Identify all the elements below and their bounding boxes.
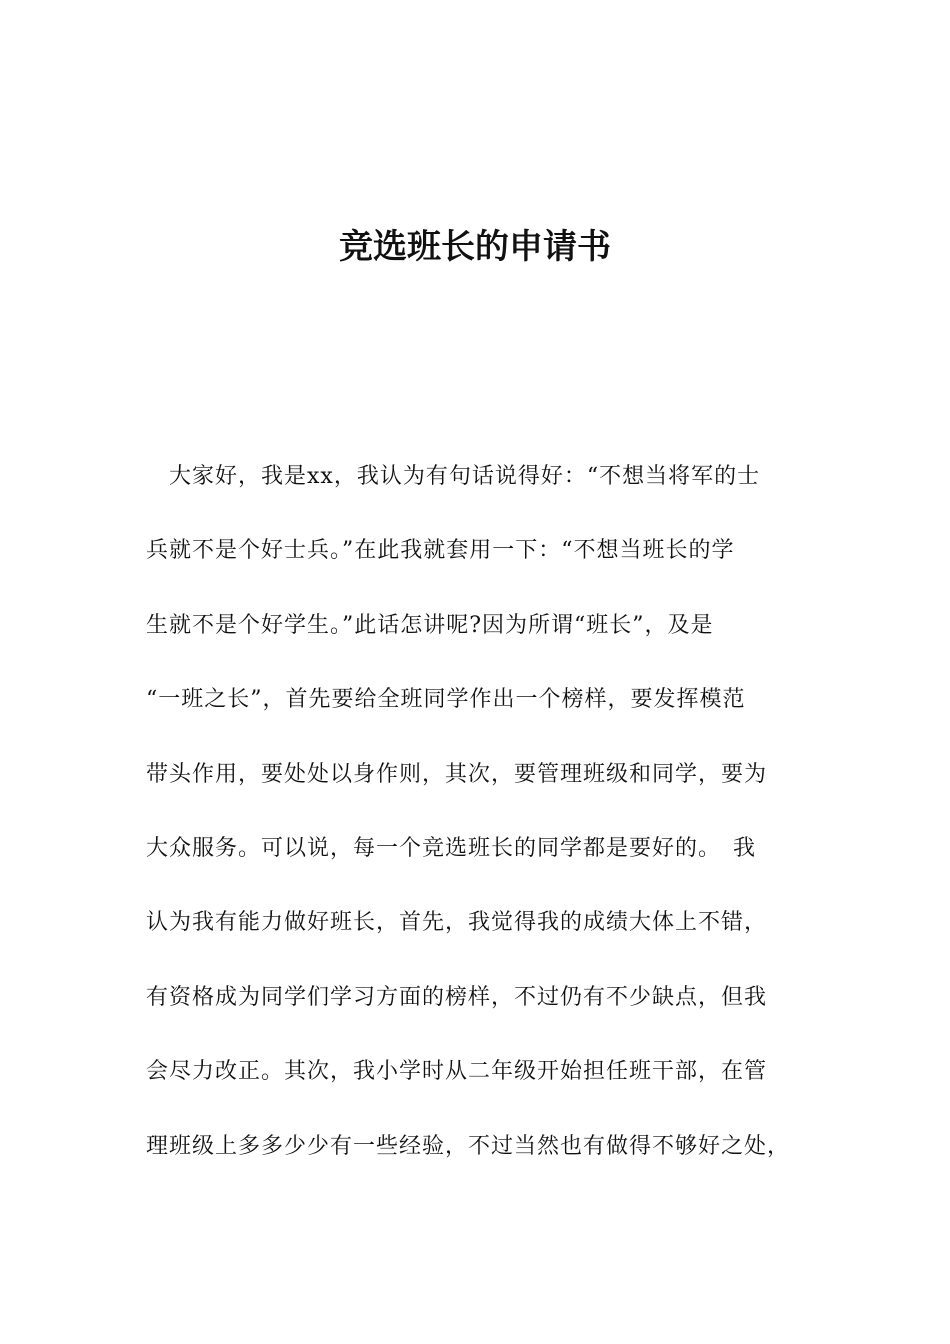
body-line-6: 大众服务。可以说，每一个竞选班长的同学都是要好的。 我 — [146, 835, 757, 861]
body-line-3: 生就不是个好学生。”此话怎讲呢?因为所谓“班长”，及是 — [146, 612, 714, 638]
body-line-8: 有资格成为同学们学习方面的榜样，不过仍有不少缺点，但我 — [146, 984, 768, 1010]
document-body — [146, 453, 826, 1197]
body-line-4: “一班之长”，首先要给全班同学作出一个榜样，要发挥模范 — [146, 687, 746, 713]
document-title: 竞选班长的申请书 — [339, 227, 611, 267]
body-line-9: 会尽力改正。其次，我小学时从二年级开始担任班干部，在管 — [146, 1059, 768, 1085]
body-line-5: 带头作用，要处处以身作则，其次，要管理班级和同学，要为 — [146, 761, 768, 787]
body-line-10: 理班级上多多少少有一些经验，不过当然也有做得不够好之处， — [146, 1133, 791, 1159]
body-line-7: 认为我有能力做好班长，首先，我觉得我的成绩大体上不错， — [146, 910, 768, 936]
body-line-2: 兵就不是个好士兵。”在此我就套用一下：“不想当班长的学 — [146, 538, 735, 564]
body-line-1: 大家好，我是xx，我认为有句话说得好：“不想当将军的士 — [146, 464, 761, 489]
